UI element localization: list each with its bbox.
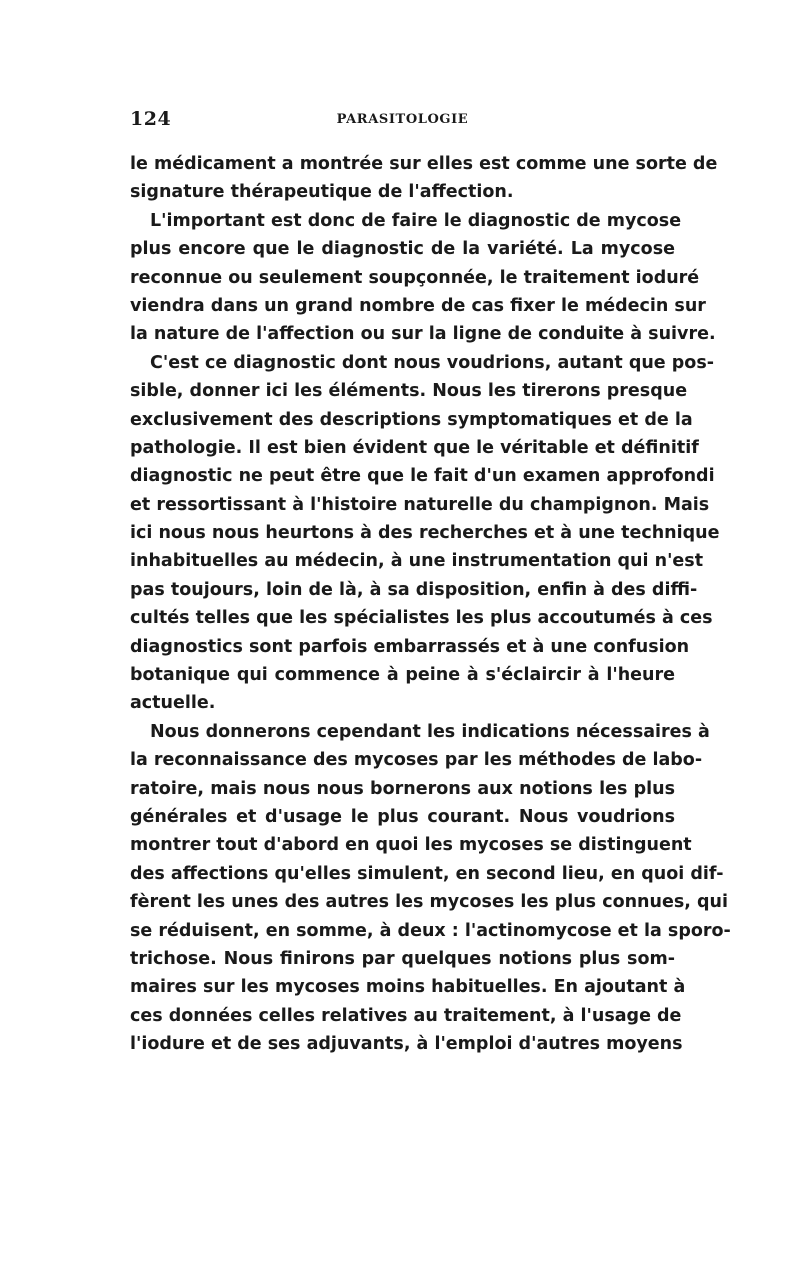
text-line: viendra dans un grand nombre de cas fixer le médecin sur: [130, 295, 706, 316]
text-line: C'est ce diagnostic dont nous voudrions, autant que pos-: [150, 352, 714, 373]
text-line: ici nous nous heurtons à des recherches et à une technique: [130, 523, 720, 544]
text-line: ces données celles relatives au traitement, à l'usage de: [130, 1005, 682, 1026]
text-line: inhabituelles au médecin, à une instrumentation qui n'est: [130, 551, 704, 572]
text-line: exclusivement des descriptions symptomatiques et de la: [130, 409, 693, 430]
text-line: maires sur les mycoses moins habituelles. En ajoutant à: [130, 977, 686, 998]
text-line: ratoire, mais nous nous bornerons aux notions les plus: [130, 778, 675, 799]
text-line: cultés telles que les spécialistes les plus accoutumés à ces: [130, 608, 713, 629]
text-line: botanique qui commence à peine à s'éclaircir à l'heure: [130, 665, 675, 686]
text-line: plus encore que le diagnostic de la variété. La mycose: [130, 239, 675, 260]
text-line: pathologie. Il est bien évident que le véritable et définitif: [130, 437, 699, 458]
page-number: 124: [130, 108, 172, 130]
page-header: [130, 108, 675, 138]
text-line: la reconnaissance des mycoses par les méthodes de labo-: [130, 750, 703, 771]
text-line: et ressortissant à l'histoire naturelle du champignon. Mais: [130, 494, 710, 515]
text-line: montrer tout d'abord en quoi les mycoses se distinguent: [130, 835, 692, 856]
text-line: pas toujours, loin de là, à sa disposition, enfin à des diffi-: [130, 579, 698, 600]
body-text: [130, 150, 731, 1059]
text-line: signature thérapeutique de l'affection.: [130, 182, 514, 203]
text-line: sible, donner ici les éléments. Nous les tirerons presque: [130, 381, 688, 402]
book-page: [130, 108, 731, 1059]
text-line: des affections qu'elles simulent, en second lieu, en quoi dif-: [130, 863, 724, 884]
text-line: diagnostic ne peut être que le fait d'un examen approfondi: [130, 466, 715, 487]
text-line: actuelle.: [130, 693, 216, 714]
text-line: le médicament a montrée sur elles est comme une sorte de: [130, 154, 718, 174]
text-line: diagnostics sont parfois embarrassés et à une confusion: [130, 636, 690, 657]
text-line: générales et d'usage le plus courant. Nous voudrions: [130, 806, 675, 827]
text-line: fèrent les unes des autres les mycoses les plus connues, qui: [130, 892, 728, 913]
text-line: se réduisent, en somme, à deux : l'actinomycose et la sporo-: [130, 920, 731, 941]
text-line: trichose. Nous finirons par quelques notions plus som-: [130, 948, 675, 969]
text-line: la nature de l'affection ou sur la ligne de conduite à suivre.: [130, 324, 716, 345]
text-line: reconnue ou seulement soupçonnée, le traitement ioduré: [130, 267, 700, 288]
running-head: PARASITOLOGIE: [336, 112, 469, 127]
text-line: Nous donnerons cependant les indications nécessaires à: [150, 721, 710, 742]
text-line: L'important est donc de faire le diagnostic de mycose: [150, 210, 682, 231]
text-line: l'iodure et de ses adjuvants, à l'emploi d'autres moyens: [130, 1034, 683, 1055]
